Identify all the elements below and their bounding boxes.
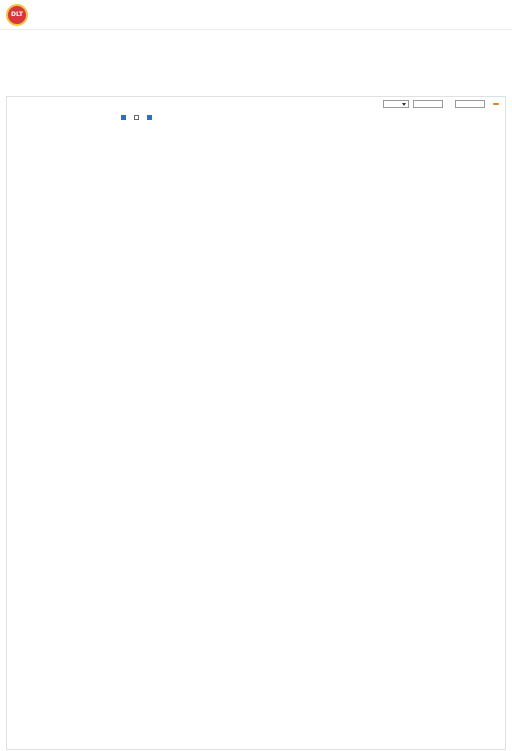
chart-panel bbox=[6, 96, 506, 750]
span-trend-chart bbox=[7, 97, 507, 751]
app-header bbox=[0, 0, 512, 30]
chart-nav bbox=[0, 30, 512, 34]
app-logo[interactable]: DLT bbox=[6, 4, 28, 26]
